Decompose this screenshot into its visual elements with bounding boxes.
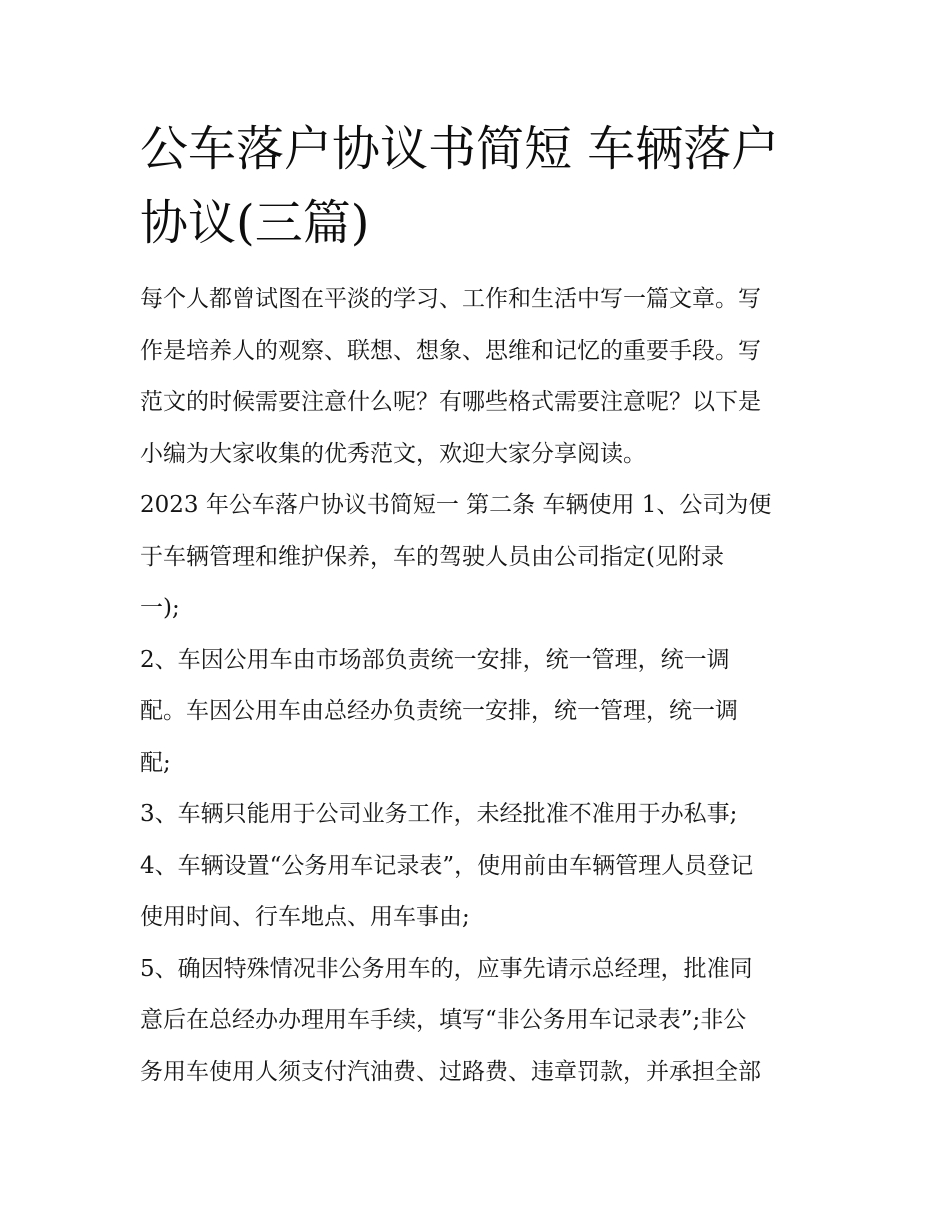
paragraph-clause-4: [140, 841, 812, 944]
text-line: 每个人都曾试图在平淡的学习、工作和生活中写一篇文章。写: [140, 286, 761, 312]
text-line: 范文的时候需要注意什么呢？有哪些格式需要注意呢？以下是: [140, 389, 761, 415]
text-line: 2023 年公车落户协议书简短一 第二条 车辆使用 1、公司为便: [140, 492, 772, 518]
text-line: 于车辆管理和维护保养，车的驾驶人员由公司指定(见附录: [140, 543, 724, 570]
text-line: 配;: [140, 749, 171, 776]
paragraph-clause-3: [140, 789, 812, 841]
paragraph-intro: [140, 274, 812, 480]
title-line: 公车落户协议书简短 车辆落户: [140, 121, 780, 177]
text-line: 使用时间、行车地点、用车事由;: [140, 904, 470, 930]
text-line: 5、确因特殊情况非公务用车的，应事先请示总经理，批准同: [140, 955, 753, 982]
text-line: 4、车辆设置“公务用车记录表”，使用前由车辆管理人员登记: [140, 852, 754, 879]
text-line: 一);: [140, 595, 180, 621]
text-line: 作是培养人的观察、联想、想象、思维和记忆的重要手段。写: [140, 337, 761, 364]
text-line: 2、车因公用车由市场部负责统一安排，统一管理，统一调: [140, 646, 730, 673]
paragraph-clause-2: [140, 635, 812, 790]
text-line: 小编为大家收集的优秀范文，欢迎大家分享阅读。: [140, 440, 646, 467]
paragraph-clause-5: [140, 944, 812, 1099]
text-line: 意后在总经办办理用车手续，填写“非公务用车记录表”;非公: [140, 1007, 747, 1033]
text-line: 务用车使用人须支付汽油费、过路费、违章罚款，并承担全部: [140, 1058, 761, 1085]
paragraph-clause-1: [140, 480, 812, 635]
title-line: 协议(三篇): [140, 195, 370, 251]
document-body: [140, 274, 812, 1098]
text-line: 3、车辆只能用于公司业务工作，未经批准不准用于办私事;: [140, 801, 738, 827]
text-line: 配。车因公用车由总经办负责统一安排，统一管理，统一调: [140, 698, 738, 724]
document-title: [140, 112, 812, 260]
document-page: [140, 112, 812, 1098]
